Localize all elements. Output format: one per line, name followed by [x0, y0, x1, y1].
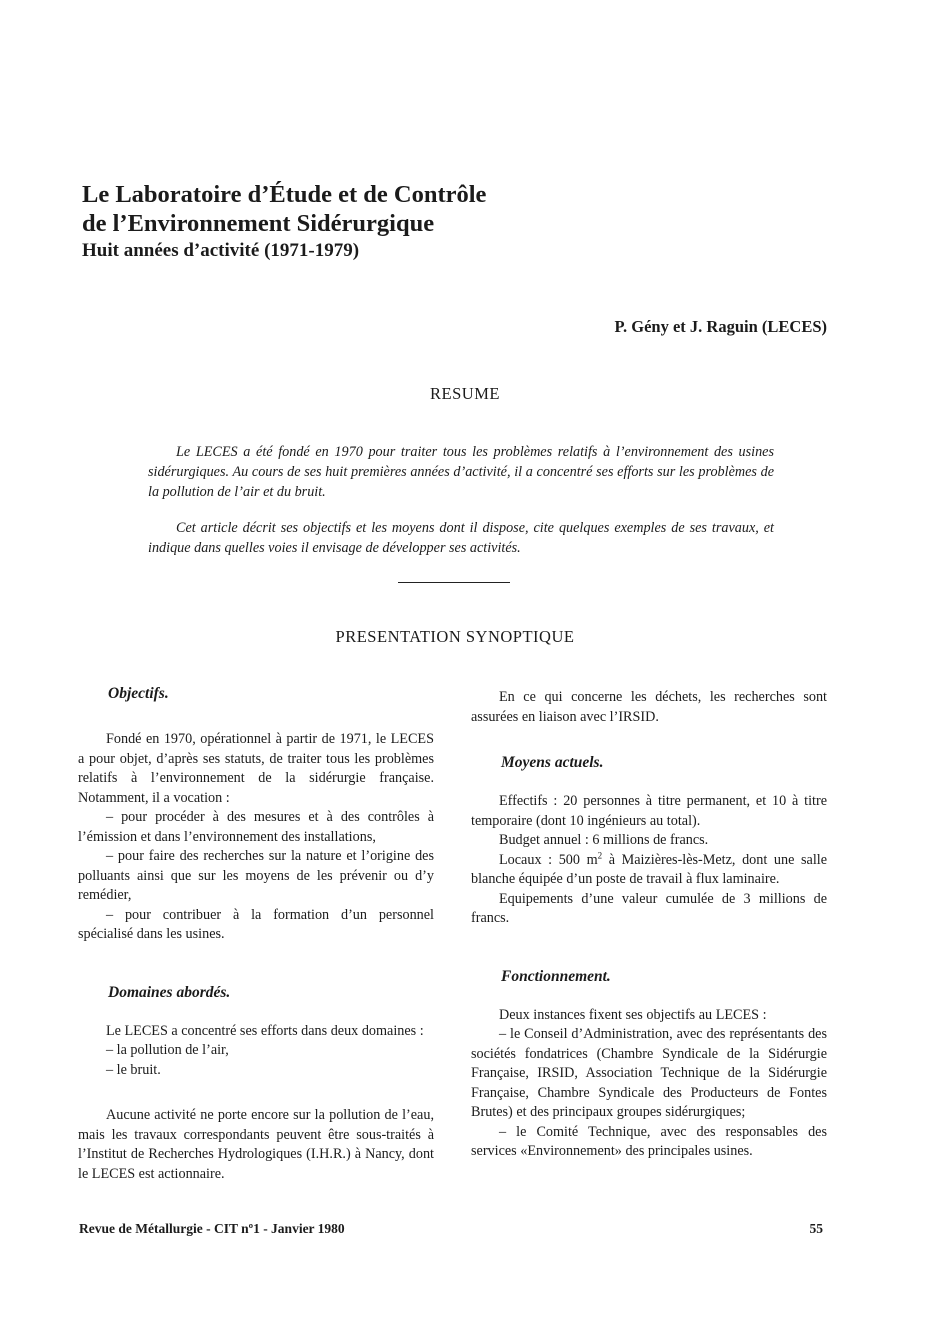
moyens-equipements: Equipements d’une valeur cumulée de 3 millions de francs.: [471, 890, 827, 926]
moyens-effectifs: Effectifs : 20 personnes à titre permanent, et 10 à titre temporaire (dont 10 ingénieurs au total).: [471, 793, 827, 829]
right-column: [471, 688, 827, 1162]
objectifs-item: – pour contribuer à la formation d’un personnel spécialisé dans les usines.: [78, 906, 434, 942]
fonctionnement-item: – le Conseil d’Administration, avec des représentants des sociétés fondatrices (Chambre Syndicale de la Sidérurgie Française, IRSID, Association Technique de la Sidérurgie Française, Chambre Syndicale des Producteurs de Fontes Brutes) et des principaux groupes sidérurgiques;: [471, 1026, 827, 1120]
domaines-heading: Domaines abordés.: [108, 983, 231, 1001]
authors: P. Gény et J. Raguin (LECES): [614, 317, 827, 336]
left-column: [78, 684, 434, 1184]
title-line-2: de l’Environnement Sidérurgique: [82, 210, 435, 237]
fonctionnement-heading: Fonctionnement.: [501, 967, 611, 985]
objectifs-heading: Objectifs.: [108, 685, 169, 702]
moyens-heading: Moyens actuels.: [501, 754, 604, 771]
domaines-intro: Le LECES a concentré ses efforts dans deux domaines :: [106, 1022, 424, 1039]
moyens-budget: Budget annuel : 6 millions de francs.: [499, 832, 709, 848]
page-number: 55: [809, 1221, 823, 1236]
title-line-1: Le Laboratoire d’Étude et de Contrôle: [82, 181, 487, 208]
article-title: [82, 180, 486, 262]
objectifs-intro: Fondé en 1970, opérationnel à partir de 1971, le LECES a pour objet, d’après ses statuts, de traiter tous les problèmes relatifs à l’environnement de la sidérurgie française. Notamment, il a vocation :: [78, 731, 434, 806]
domaines-item: – la pollution de l’air,: [106, 1042, 229, 1058]
objectifs-item: – pour procéder à des mesures et à des contrôles à l’émission et dans l’environnement des installations,: [78, 809, 434, 845]
resume-heading: RESUME: [430, 384, 500, 403]
dechets-paragraph: En ce qui concerne les déchets, les recherches sont assurées en liaison avec l’IRSID.: [471, 689, 827, 725]
objectifs-item: – pour faire des recherches sur la nature et l’origine des polluants ainsi que sur les moyens de les prévenir ou d’y remédier,: [78, 848, 434, 903]
abstract-paragraph-1: Le LECES a été fondé en 1970 pour traiter tous les problèmes relatifs à l’environnement des usines sidérurgiques. Au cours de ses huit premières années d’activité, il a concentré ses efforts sur les problèmes de la pollution de l’air et du bruit.: [148, 444, 774, 500]
abstract-paragraph-2: Cet article décrit ses objectifs et les moyens dont il dispose, cite quelques exemples de ses travaux, et indique dans quelles voies il envisage de développer ses activités.: [148, 520, 774, 556]
section-divider: [398, 582, 510, 583]
fonctionnement-item: – le Comité Technique, avec des responsables des services «Environnement» des principales usines.: [471, 1123, 827, 1159]
article-subtitle: Huit années d’activité (1971-1979): [82, 240, 360, 261]
moyens-locaux: Locaux : 500 $m^2$ à Maizières-lès-Metz, dont une salle blanche équipée d’un poste de travail à flux laminaire.: [471, 849, 827, 887]
synoptique-heading: PRESENTATION SYNOPTIQUE: [335, 627, 575, 646]
journal-footer: Revue de Métallurgie - CIT nº1 - Janvier 1980: [79, 1221, 345, 1236]
domaines-item: – le bruit.: [106, 1061, 161, 1078]
abstract: [148, 442, 774, 574]
fonctionnement-intro: Deux instances fixent ses objectifs au LECES :: [499, 1006, 767, 1023]
domaines-paragraph: Aucune activité ne porte encore sur la pollution de l’eau, mais les travaux correspondants peuvent être sous-traités à l’Institut de Recherches Hydrologiques (I.H.R.) à Nancy, dont le LECES est actionnaire.: [78, 1107, 434, 1182]
